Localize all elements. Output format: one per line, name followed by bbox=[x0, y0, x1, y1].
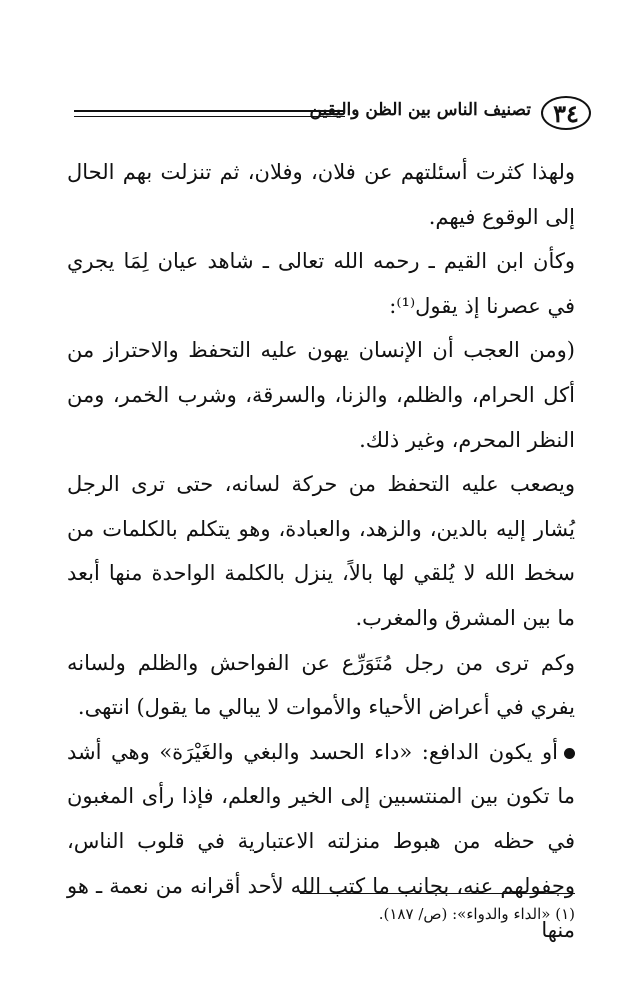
paragraph: وكم ترى من رجل مُتَوَرِّع عن الفواحش والظلم ولسانه يفري في أعراض الأحياء والأموات لا يبالي ما يقول) انتهى. bbox=[67, 650, 575, 720]
paragraph: وكأن ابن القيم ـ رحمه الله تعالى ـ شاهد عيان لِمَا يجري في عصرنا إذ يقول⁽¹⁾: bbox=[67, 249, 575, 318]
header-rule bbox=[74, 110, 345, 117]
bullet-paragraph-text: أو يكون الدافع: «داء الحسد والبغي والغَيْرَة» وهي أشد ما تكون بين المنتسبين إلى الخير والعلم، فإذا رأى المغبون في حظه من هبوط منزلته الاعتبارية في قلوب الناس، وجفولهم عنه، بجانب ما كتب الله لأحد أقرانه من نعمة ـ هو منها bbox=[67, 739, 575, 943]
body-text bbox=[67, 150, 575, 953]
running-title: تصنيف الناس بين الظن واليقين bbox=[309, 100, 531, 120]
page-header bbox=[0, 92, 635, 142]
footnote: (١) «الداء والدواء»: (ص/ ١٨٧). bbox=[378, 905, 575, 923]
page-number: ٣٤ bbox=[541, 96, 591, 130]
paragraph: ولهذا كثرت أسئلتهم عن فلان، وفلان، ثم تنزلت بهم الحال إلى الوقوع فيهم. bbox=[67, 160, 575, 229]
footnote-divider bbox=[300, 893, 575, 894]
paragraph: (ومن العجب أن الإنسان يهون عليه التحفظ والاحتراز من أكل الحرام، والظلم، والزنا، والسرقة، وشرب الخمر، ومن النظر المحرم، وغير ذلك. bbox=[67, 338, 575, 452]
bullet-icon bbox=[564, 748, 575, 759]
paragraph: ويصعب عليه التحفظ من حركة لسانه، حتى ترى الرجل يُشار إليه بالدين، والزهد، والعبادة، وهو يتكلم بالكلمات من سخط الله لا يُلقي لها بالاً، ينزل بالكلمة الواحدة منها أبعد ما بين المشرق والمغرب. bbox=[67, 472, 575, 630]
